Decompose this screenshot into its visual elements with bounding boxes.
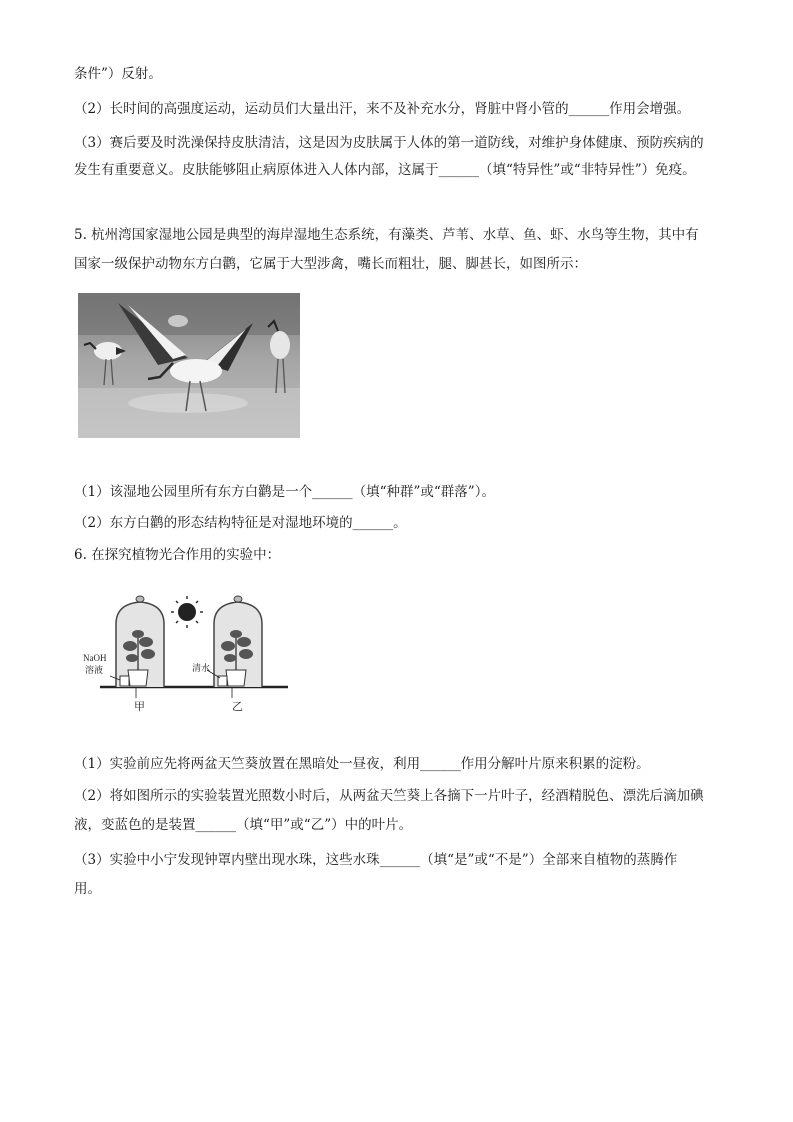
question-6-sub-1: （1）实验前应先将两盆天竺葵放置在黑暗处一昼夜，利用______作用分解叶片原来积累的淀粉。 xyxy=(74,756,650,772)
question-5-line-1: 5. 杭州湾国家湿地公园是典型的海岸湿地生态系统，有藻类、芦苇、水草、鱼、虾、水鸟等生物，其中有 xyxy=(74,227,699,243)
question-5-sub-2: （2）东方白鹳的形态结构特征是对湿地环境的______。 xyxy=(74,515,407,531)
question-6-sub-3-line-1: （3）实验中小宁发现钟罩内壁出现水珠，这些水珠______（填“是”或“不是”）全部来自植物的蒸腾作 xyxy=(74,852,678,868)
right-jar-label: 乙 xyxy=(232,700,243,713)
sun-icon xyxy=(171,596,203,628)
text-line-4: 发生有重要意义。皮肤能够阻止病原体进入人体内部，这属于______（填“特异性”或“非特异性”）免疫。 xyxy=(74,162,696,178)
question-6-sub-2-line-2: 液，变蓝色的是装置______（填“甲”或“乙”）中的叶片。 xyxy=(74,817,413,833)
text-line-1: 条件”）反射。 xyxy=(74,66,162,82)
bell-jar-right xyxy=(214,596,262,687)
stork-photo xyxy=(78,293,300,438)
question-6: 6. 在探究植物光合作用的实验中： xyxy=(74,547,281,563)
text-line-2: （2）长时间的高强度运动，运动员们大量出汗，来不及补充水分，肾脏中肾小管的______作用会增强。 xyxy=(74,101,691,117)
water-label: 清水 xyxy=(192,664,211,674)
text-line-3: （3）赛后要及时洗澡保持皮肤清洁，这是因为皮肤属于人体的第一道防线，对维护身体健康、预防疾病的 xyxy=(74,135,704,151)
question-5-sub-1: （1）该湿地公园里所有东方白鹳是一个______（填“种群”或“群落”）。 xyxy=(74,484,495,500)
naoh-label-line-1: NaOH xyxy=(83,653,107,663)
naoh-label-line-2: 溶液 xyxy=(85,666,104,676)
question-6-sub-3-line-2: 用。 xyxy=(74,881,101,897)
bell-jar-experiment-diagram xyxy=(82,588,292,714)
question-5-line-2: 国家一级保护动物东方白鹳，它属于大型涉禽，嘴长而粗壮，腿、脚甚长，如图所示： xyxy=(74,256,587,272)
left-jar-label: 甲 xyxy=(134,700,145,713)
bell-jar-left xyxy=(116,596,164,687)
question-6-sub-2-line-1: （2）将如图所示的实验装置光照数小时后，从两盆天竺葵上各摘下一片叶子，经酒精脱色、漂洗后滴加碘 xyxy=(74,788,704,804)
